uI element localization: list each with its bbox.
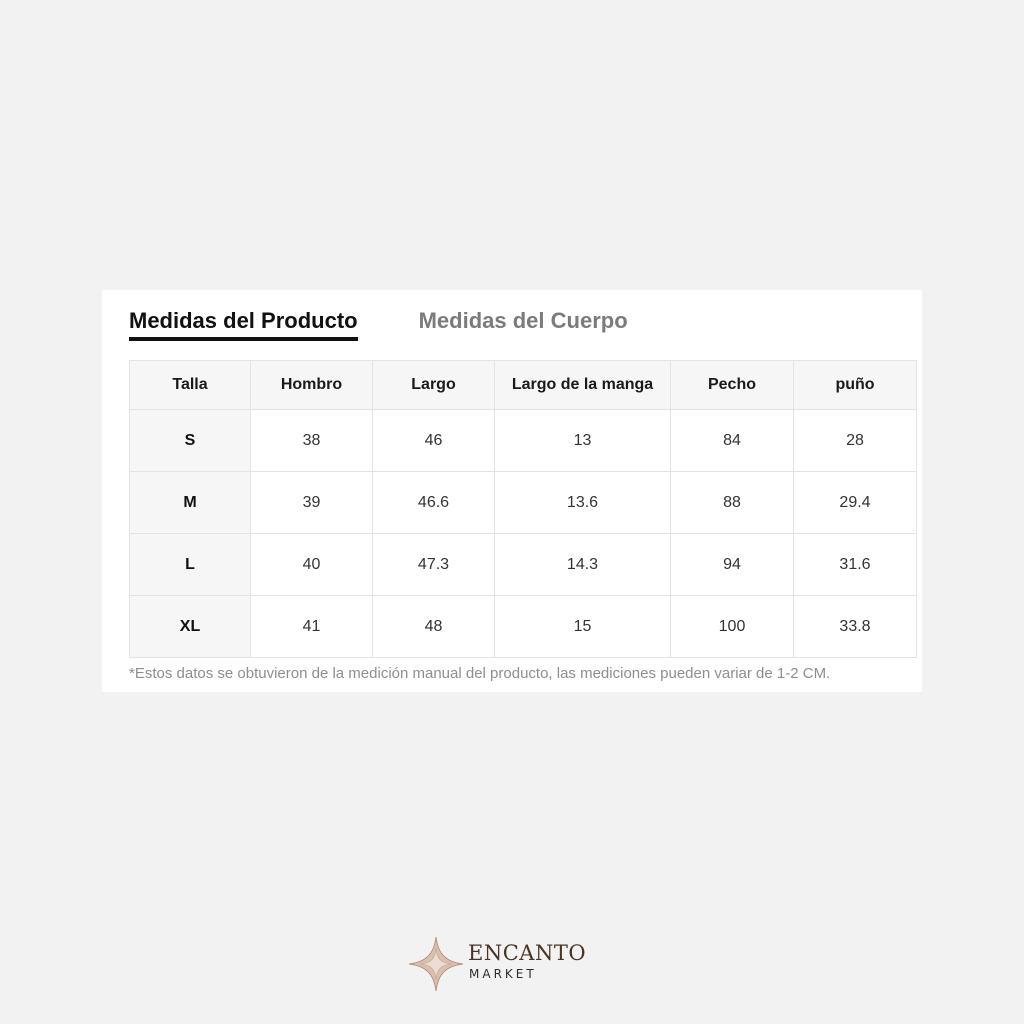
brand-name: ENCANTO [468,941,587,965]
table-cell: 14.3 [495,534,671,596]
table-cell: 28 [794,410,917,472]
brand-logo [408,936,598,992]
table-cell: 94 [671,534,794,596]
size-chart-card [102,290,922,692]
header-sleeve-length: Largo de la manga [495,361,671,410]
tab-body-measurements[interactable]: Medidas del Cuerpo [418,308,628,333]
header-length: Largo [373,361,495,410]
table-cell: 13.6 [495,472,671,534]
table-cell: 31.6 [794,534,917,596]
table-cell: 47.3 [373,534,495,596]
table-cell: 13 [495,410,671,472]
table-cell: 39 [251,472,373,534]
table-cell: 48 [373,596,495,658]
header-chest: Pecho [671,361,794,410]
header-size: Talla [130,361,251,410]
table-cell: 46.6 [373,472,495,534]
size-cell: XL [130,596,251,658]
table-row [130,534,917,596]
table-cell: 46 [373,410,495,472]
table-cell: 88 [671,472,794,534]
table-cell: 100 [671,596,794,658]
brand-subtitle: MARKET [469,967,537,981]
size-table [129,360,917,658]
table-row [130,596,917,658]
size-cell: S [130,410,251,472]
table-cell: 15 [495,596,671,658]
measurement-tabs [129,307,628,347]
table-cell: 29.4 [794,472,917,534]
table-cell: 40 [251,534,373,596]
tab-product-measurements[interactable]: Medidas del Producto [129,307,358,341]
four-point-star-icon [408,936,464,992]
measurement-disclaimer: *Estos datos se obtuvieron de la medición manual del producto, las mediciones pueden variar de 1-2 CM. [129,665,831,682]
header-shoulder: Hombro [251,361,373,410]
table-row [130,472,917,534]
table-header-row [130,361,917,410]
table-cell: 84 [671,410,794,472]
table-cell: 38 [251,410,373,472]
table-cell: 41 [251,596,373,658]
header-cuff: puño [794,361,917,410]
size-cell: M [130,472,251,534]
size-cell: L [130,534,251,596]
table-row [130,410,917,472]
table-cell: 33.8 [794,596,917,658]
